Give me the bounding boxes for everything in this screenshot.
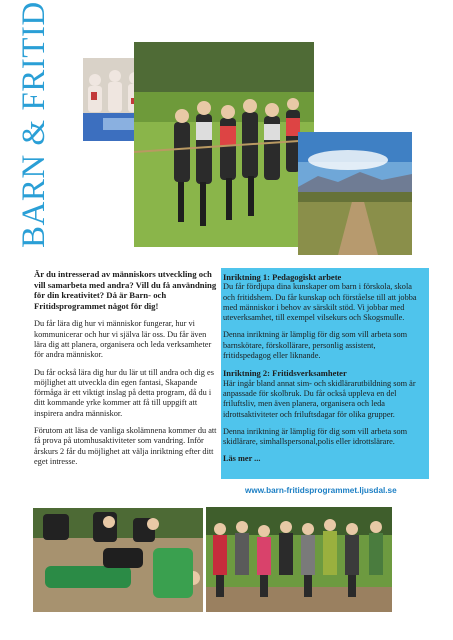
left-text-column — [34, 269, 217, 474]
track1-paragraph: Denna inriktning är lämplig för dig som vill arbeta som barnskötare, förskollärare, personlig assistent, fritidspedagog eller liknande. — [223, 330, 408, 361]
website-link[interactable]: www.barn-fritidsprogrammet.ljusdal.se — [245, 486, 397, 495]
track2-heading: Inriktning 2: Fritidsverksamheter — [223, 368, 347, 379]
track2-paragraph: Här ingår bland annat sim- och skidlärarutbildning som är anpassade för skolbruk. Du får också uppleva en del friluftsliv, men även planera, organisera och leda idrottsaktiviteter och friluftsdagar för olika grupper. — [223, 378, 416, 419]
read-more-label: Läs mer ... — [223, 454, 261, 464]
left-paragraph: Förutom att läsa de vanliga skolämnena kommer du att få prova på utomhusaktiviteter som vandring. Inför årskurs 2 får du möjlighet att välja inriktning efter ditt eget intresse. — [34, 426, 217, 466]
photo-first-aid-exercise — [33, 508, 203, 612]
photo-tug-of-war — [134, 42, 314, 247]
left-paragraph: Du får också lära dig hur du lär ut till andra och dig es möjlighet att utveckla din egen fantasi, Skapande förmåga är ett viktigt inslag på detta program, då du i ditt kommande yrke kommer att få till uppgift att inspirera andra människor. — [34, 367, 214, 418]
photo-mountain-landscape — [298, 132, 412, 255]
photo-group-hiking — [206, 507, 392, 612]
intro-paragraph: Är du intresserad av människors utveckling och vill samarbeta med andra? Vill du få användning för din kreativitet? Då är Barn- och Fritidsprogrammet något för dig! — [34, 269, 217, 311]
left-paragraph: Du får lära dig hur vi människor fungerar, hur vi kommunicerar och hur vi själva lär oss. Du får även lära dig att planera, organisera och leda verksamheter för andra människor. — [34, 319, 212, 360]
right-text-column — [223, 272, 421, 470]
track1-heading: Inriktning 1: Pedagogiskt arbete — [223, 272, 342, 282]
track2-paragraph: Denna inriktning är lämplig för dig som vill arbeta som skidlärare, simhallspersonal,polis eller idrottslärare. — [223, 426, 408, 447]
vertical-page-title: BARN & FRITID — [16, 1, 52, 248]
track1-paragraph: Du får fördjupa dina kunskaper om barn i förskola, skola och fritidshem. Du får kunskap och förståelse till att jobba med människor i behov av särskilt stöd. Vi jobbar med uteverksamhet, till exempel vilsekurs och Skogsmulle. — [223, 282, 417, 323]
